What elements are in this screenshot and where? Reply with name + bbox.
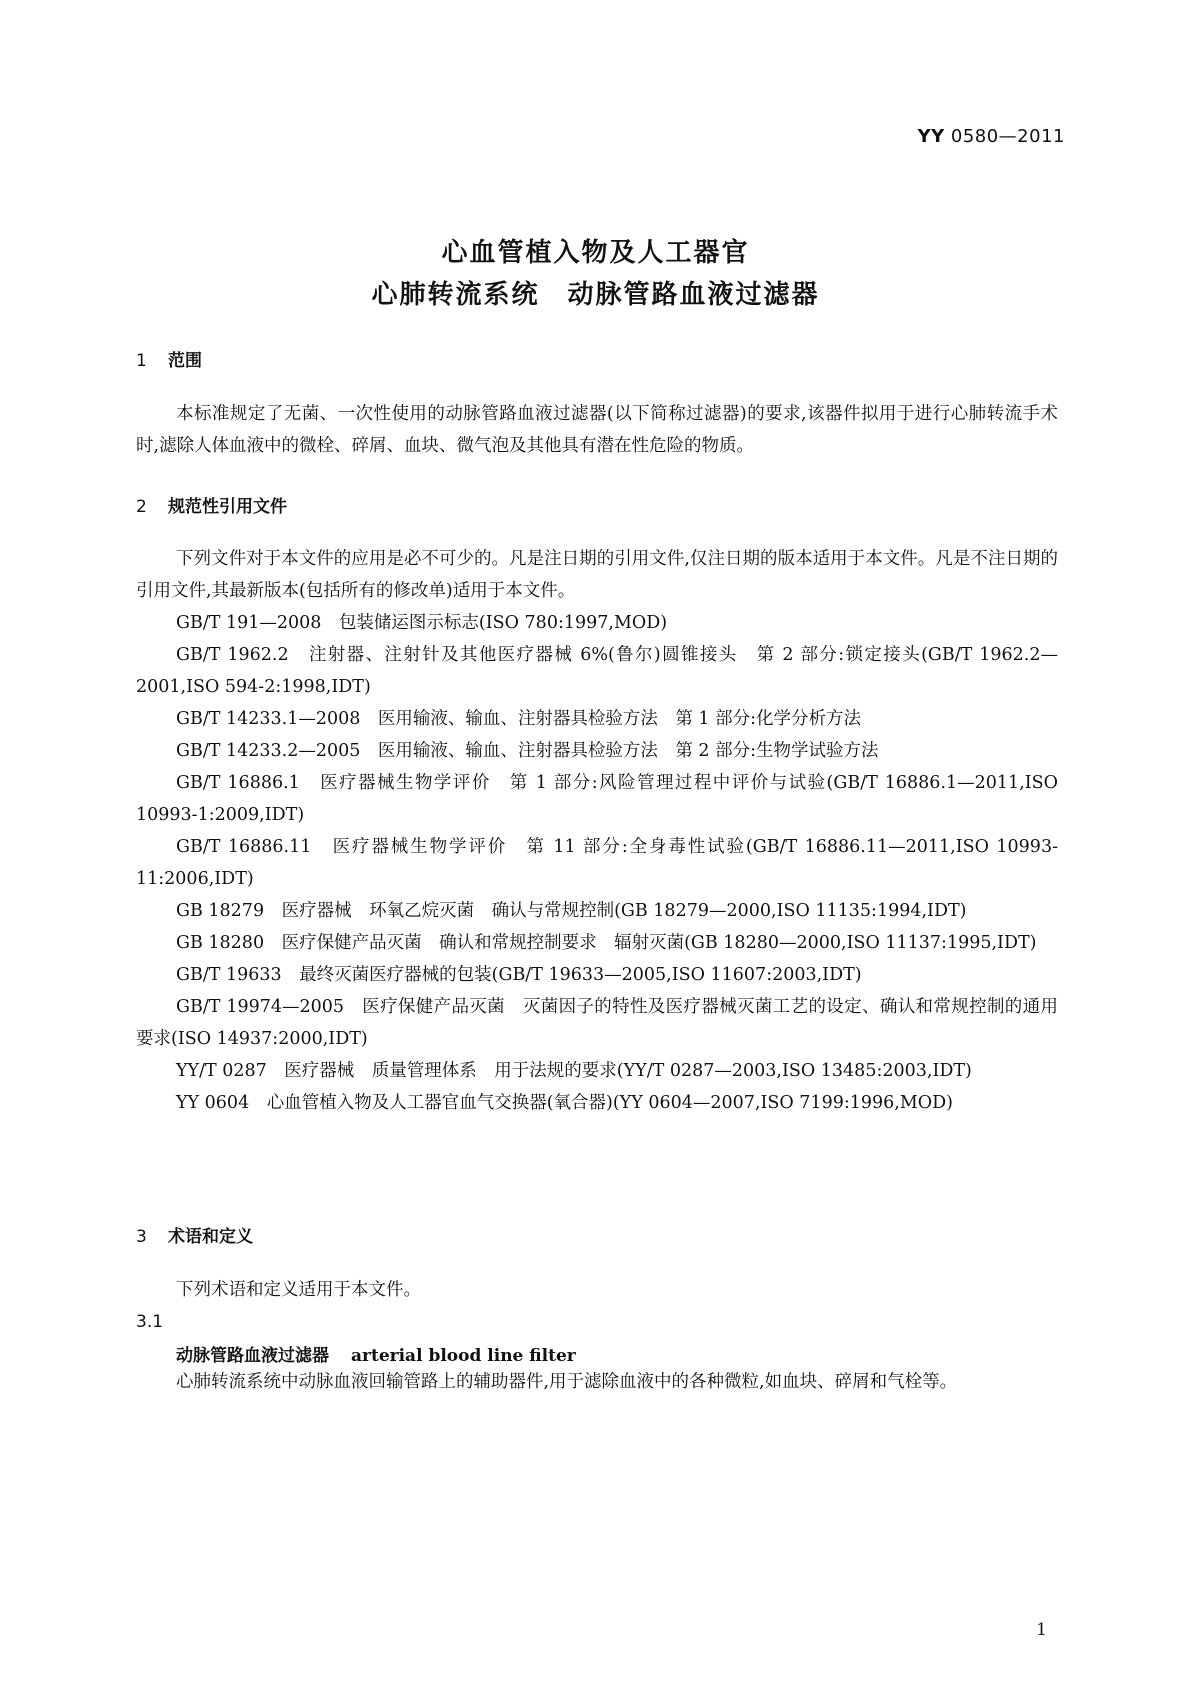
references-intro: 下列文件对于本文件的应用是必不可少的。凡是注日期的引用文件,仅注日期的版本适用于本文件。凡是不注日期的引用文件,其最新版本(包括所有的修改单)适用于本文件。 <box>136 549 1058 601</box>
title-line-1: 心血管植入物及人工器官 <box>441 238 750 268</box>
document-code <box>918 126 1065 147</box>
reference-item: GB/T 16886.11 医疗器械生物学评价 第 11 部分:全身毒性试验(GB/T 16886.11—2011,ISO 10993-11:2006,IDT) <box>136 837 1058 889</box>
page-number: 1 <box>1036 1620 1047 1640</box>
reference-item: GB/T 19974—2005 医疗保健产品灭菌 灭菌因子的特性及医疗器械灭菌工艺的设定、确认和常规控制的通用要求(ISO 14937:2000,IDT) <box>136 997 1058 1049</box>
term-number: 3.1 <box>136 1312 164 1332</box>
reference-item: GB/T 1962.2 注射器、注射针及其他医疗器械 6%(鲁尔)圆锥接头 第 2 部分:锁定接头(GB/T 1962.2—2001,ISO 594-2:1998,IDT) <box>136 645 1058 697</box>
doc-code-prefix: YY <box>917 126 945 147</box>
reference-item: GB/T 14233.2—2005 医用输液、输血、注射器具检验方法 第 2 部分:生物学试验方法 <box>176 741 879 761</box>
doc-code-number: 0580—2011 <box>950 126 1065 147</box>
section-number: 2 <box>136 497 147 517</box>
reference-item: GB/T 14233.1—2008 医用输液、输血、注射器具检验方法 第 1 部分:化学分析方法 <box>176 709 862 729</box>
section-1-body <box>136 398 1058 462</box>
section-2-body <box>136 543 1058 1119</box>
reference-item: GB/T 16886.1 医疗器械生物学评价 第 1 部分:风险管理过程中评价与试验(GB/T 16886.1—2011,ISO 10993-1:2009,IDT) <box>136 773 1058 825</box>
section-3-heading <box>136 1222 253 1247</box>
scope-paragraph: 本标准规定了无菌、一次性使用的动脉管路血液过滤器(以下简称过滤器)的要求,该器件拟用于进行心肺转流手术时,滤除人体血液中的微栓、碎屑、血块、微气泡及其他具有潜在性危险的物质。 <box>136 404 1058 456</box>
title-line-2: 心肺转流系统 动脉管路血液过滤器 <box>371 280 820 310</box>
section-number: 1 <box>136 351 147 371</box>
section-number: 3 <box>136 1227 147 1247</box>
reference-item: YY/T 0287 医疗器械 质量管理体系 用于法规的要求(YY/T 0287—2003,ISO 13485:2003,IDT) <box>176 1061 972 1081</box>
term-definition-block <box>136 1366 1058 1398</box>
term-heading <box>176 1341 576 1366</box>
section-title: 范围 <box>168 351 202 371</box>
reference-item: GB 18279 医疗器械 环氧乙烷灭菌 确认与常规控制(GB 18279—2000,ISO 11135:1994,IDT) <box>176 901 967 921</box>
term-chinese: 动脉管路血液过滤器 <box>176 1346 329 1366</box>
terms-intro: 下列术语和定义适用于本文件。 <box>176 1280 421 1300</box>
reference-item: GB 18280 医疗保健产品灭菌 确认和常规控制要求 辐射灭菌(GB 18280—2000,ISO 11137:1995,IDT) <box>176 933 1037 953</box>
section-1-heading <box>136 346 202 371</box>
section-title: 规范性引用文件 <box>168 497 287 517</box>
reference-item: YY 0604 心血管植入物及人工器官血气交换器(氧合器)(YY 0604—2007,ISO 7199:1996,MOD) <box>176 1093 953 1113</box>
term-english: arterial blood line filter <box>351 1346 576 1366</box>
section-2-heading <box>136 492 287 517</box>
reference-item: GB/T 191—2008 包装储运图示标志(ISO 780:1997,MOD) <box>176 613 668 633</box>
section-3-intro <box>136 1274 1058 1306</box>
reference-item: GB/T 19633 最终灭菌医疗器械的包装(GB/T 19633—2005,ISO 11607:2003,IDT) <box>176 965 862 985</box>
section-title: 术语和定义 <box>168 1227 253 1247</box>
term-definition: 心肺转流系统中动脉血液回输管路上的辅助器件,用于滤除血液中的各种微粒,如血块、碎屑和气栓等。 <box>176 1372 958 1392</box>
